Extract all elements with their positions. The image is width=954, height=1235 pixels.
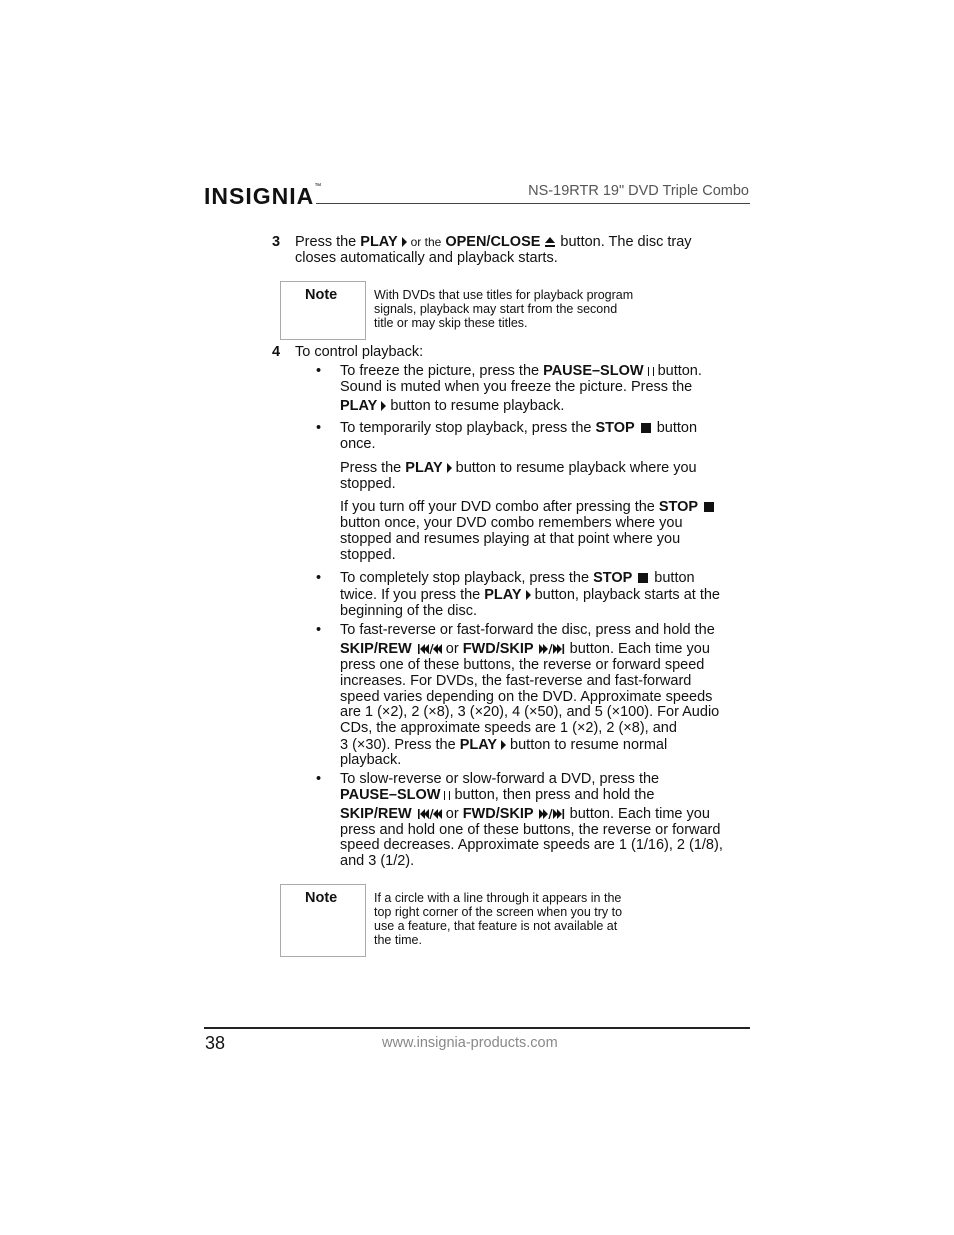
bullet-4-line-9: playback.: [340, 752, 402, 768]
footer-rule: [204, 1027, 750, 1029]
bullet-2-para-3-line-2: button once, your DVD combo remembers where you: [340, 515, 683, 531]
play-icon: [526, 590, 531, 600]
bullet-2-line-1: To temporarily stop playback, press the STOP button: [340, 420, 698, 436]
bullet-5-line-5: speed decreases. Approximate speeds are 1 (1/16), 2 (1/8),: [340, 837, 723, 853]
bullet-2-dot: •: [316, 420, 322, 436]
bullet-2-para-3-line-4: stopped.: [340, 547, 396, 563]
bullet-4-line-4: increases. For DVDs, the fast-reverse and fast-forward: [340, 673, 692, 689]
stop-icon: [704, 502, 714, 512]
header-rule: [316, 203, 750, 204]
insignia-logo: INSIGNIA™: [204, 183, 323, 209]
bullet-3-line-1: To completely stop playback, press the STOP button: [340, 570, 695, 586]
bullet-1-dot: •: [316, 363, 322, 379]
header-title: NS-19RTR 19" DVD Triple Combo: [528, 183, 749, 199]
stop-icon: [641, 423, 651, 433]
bullet-4-line-7: CDs, the approximate speeds are 1 (×2), 2 (×8), and: [340, 720, 677, 736]
step-3-line-1: Press the PLAY or the OPEN/CLOSE button. The disc tray: [295, 234, 692, 250]
stop-icon: [638, 573, 648, 583]
fwd-skip-icon: [538, 643, 566, 655]
bullet-5-line-4: press and hold one of these buttons, the reverse or forward: [340, 822, 721, 838]
bullet-1-line-2: Sound is muted when you freeze the picture. Press the: [340, 379, 693, 395]
bullet-4-line-1: To fast-reverse or fast-forward the disc, press and hold the: [340, 622, 715, 638]
bullet-2-para-2-line-1: Press the PLAY button to resume playback where you: [340, 460, 697, 476]
bullet-5-line-3: SKIP/REW or FWD/SKIP button. Each time you: [340, 806, 710, 822]
bullet-1-line-3: PLAY button to resume playback.: [340, 398, 565, 414]
step-4-number: 4: [272, 344, 281, 360]
footer-url: www.insignia-products.com: [382, 1035, 558, 1051]
skip-rew-icon: [416, 643, 442, 655]
step-3-number: 3: [272, 234, 281, 250]
play-icon: [402, 237, 407, 247]
play-icon: [501, 740, 506, 750]
bullet-5-dot: •: [316, 771, 322, 787]
bullet-2-para-3-line-1: If you turn off your DVD combo after pressing the STOP: [340, 499, 720, 515]
bullet-4-line-3: press one of these buttons, the reverse or forward speed: [340, 657, 705, 673]
step-3-line-2: closes automatically and playback starts.: [295, 250, 558, 266]
pause-icon: [648, 367, 654, 376]
bullet-5-line-1: To slow-reverse or slow-forward a DVD, press the: [340, 771, 660, 787]
bullet-5-line-2: PAUSE–SLOW button, then press and hold the: [340, 787, 655, 803]
note-2-text: If a circle with a line through it appears in the top right corner of the screen when you try to use a feature, that feature is not available at the time.: [374, 891, 623, 947]
note-1-label: Note: [305, 287, 338, 303]
bullet-4-line-8: 3 (×30). Press the PLAY button to resume normal: [340, 737, 668, 753]
bullet-4-line-5: speed varies depending on the DVD. Approximate speeds: [340, 689, 713, 705]
bullet-2-para-3-line-3: stopped and resumes playing at that point where you: [340, 531, 681, 547]
note-2-label: Note: [305, 890, 338, 906]
bullet-4-line-6: are 1 (×2), 2 (×8), 3 (×20), 4 (×50), and 5 (×100). For Audio: [340, 704, 720, 720]
skip-rew-icon: [416, 808, 442, 820]
bullet-3-line-3: beginning of the disc.: [340, 603, 478, 619]
step-4-intro: To control playback:: [295, 344, 424, 360]
bullet-3-dot: •: [316, 570, 322, 586]
bullet-3-line-2: twice. If you press the PLAY button, playback starts at the: [340, 587, 720, 603]
bullet-5-line-6: and 3 (1/2).: [340, 853, 415, 869]
page-number: 38: [205, 1033, 226, 1053]
fwd-skip-icon: [538, 808, 566, 820]
pause-icon: [444, 791, 450, 800]
play-icon: [381, 401, 386, 411]
bullet-2-para-2-line-2: stopped.: [340, 476, 396, 492]
eject-icon: [540, 236, 560, 248]
bullet-2-line-2: once.: [340, 436, 376, 452]
bullet-4-line-2: SKIP/REW or FWD/SKIP button. Each time you: [340, 641, 710, 657]
play-icon: [447, 463, 452, 473]
bullet-1-line-1: To freeze the picture, press the PAUSE–SLOW button.: [340, 363, 702, 379]
note-1-text: With DVDs that use titles for playback program signals, playback may start from the second title or may skip these titles.: [374, 288, 634, 330]
bullet-4-dot: •: [316, 622, 322, 638]
